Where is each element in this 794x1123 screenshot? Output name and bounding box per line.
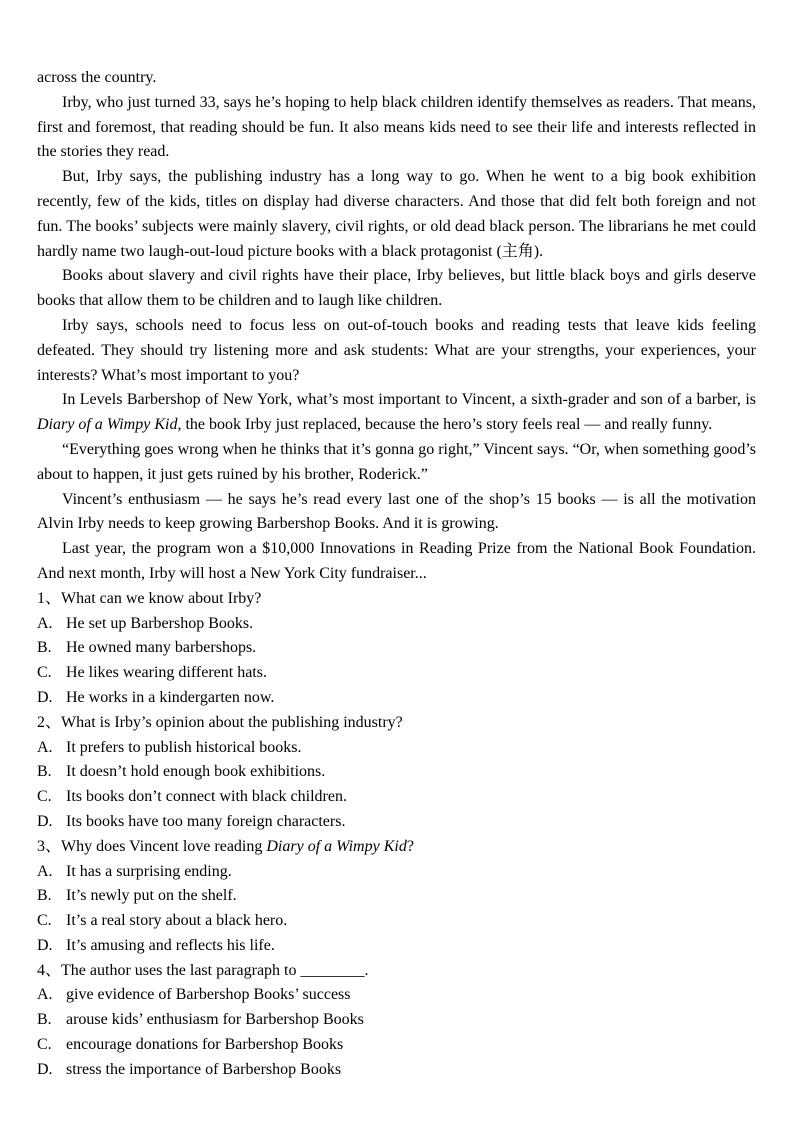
- questions: [37, 587, 756, 1083]
- book-title-italic: Diary of a Wimpy Kid: [37, 416, 178, 434]
- question-number: 4、: [37, 961, 62, 979]
- text-segment: Last year, the program won a $10,000 Innovations in Reading Prize from the National Book Foundation. And next month, Irby will host a New York City fundraiser...: [37, 540, 756, 582]
- passage-paragraph: [37, 66, 756, 91]
- passage-paragraph: [37, 165, 756, 264]
- answer-option: [37, 934, 756, 959]
- answer-option: [37, 983, 756, 1008]
- text-segment: But, Irby says, the publishing industry has a long way to go. When he went to a big book exhibition recently, few of the kids, titles on display had diverse characters. And those that did felt both foreign and not fun. The books’ subjects were mainly slavery, civil rights, or old dead black person. The librarians he met could hardly name two laugh-out-loud picture books with a black protagonist (主角).: [37, 168, 756, 260]
- text-segment: In Levels Barbershop of New York, what’s most important to Vincent, a sixth-grader and son of a barber, is: [62, 391, 756, 409]
- text-segment: Irby, who just turned 33, says he’s hoping to help black children identify themselves as readers. That means, first and foremost, that reading should be fun. It also means kids need to see their life and interests reflected in the stories they read.: [37, 93, 756, 161]
- answer-option: [37, 661, 756, 686]
- answer-option: [37, 860, 756, 885]
- option-letter: B.: [37, 639, 52, 657]
- question-number: 2、: [37, 713, 62, 731]
- option-letter: A.: [37, 862, 53, 880]
- question-block: [37, 711, 756, 835]
- option-letter: C.: [37, 664, 52, 682]
- question-stem: [37, 587, 756, 612]
- text-segment: Irby says, schools need to focus less on out-of-touch books and reading tests that leave kids feeling defeated. They should try listening more and ask students: What are your strengths, your experiences, your interests? What’s most important to you?: [37, 316, 756, 384]
- answer-option: [37, 760, 756, 785]
- option-text: He owned many barbershops.: [66, 639, 257, 657]
- option-letter: D.: [37, 1060, 53, 1078]
- option-text: encourage donations for Barbershop Books: [66, 1036, 344, 1054]
- passage-paragraph: [37, 438, 756, 488]
- text-segment: ?: [406, 837, 414, 855]
- option-text: It’s newly put on the shelf.: [66, 887, 237, 905]
- question-block: [37, 959, 756, 1083]
- answer-option: [37, 785, 756, 810]
- option-text: He set up Barbershop Books.: [66, 614, 254, 632]
- option-text: stress the importance of Barbershop Books: [66, 1060, 342, 1078]
- answer-option: [37, 1058, 756, 1083]
- text-segment: Vincent’s enthusiasm — he says he’s read every last one of the shop’s 15 books — is all the motivation Alvin Irby needs to keep growing Barbershop Books. And it is growing.: [37, 490, 756, 533]
- answer-option: [37, 636, 756, 661]
- option-text: He works in a kindergarten now.: [66, 688, 275, 706]
- option-letter: C.: [37, 912, 52, 930]
- question-block: [37, 835, 756, 959]
- option-text: It has a surprising ending.: [66, 862, 232, 880]
- passage-paragraph: [37, 488, 756, 538]
- option-text: give evidence of Barbershop Books’ success: [66, 986, 351, 1004]
- option-text: Its books don’t connect with black children.: [66, 788, 347, 806]
- answer-option: [37, 1008, 756, 1033]
- passage-paragraph: [37, 388, 756, 438]
- question-number: 1、: [37, 589, 62, 607]
- option-letter: A.: [37, 986, 53, 1004]
- option-letter: A.: [37, 738, 53, 756]
- passage-paragraph: [37, 91, 756, 165]
- question-stem: [37, 959, 756, 984]
- answer-option: [37, 1033, 756, 1058]
- question-stem: [37, 711, 756, 736]
- option-letter: C.: [37, 1036, 52, 1054]
- page-content: [37, 66, 756, 1083]
- option-letter: B.: [37, 1011, 52, 1029]
- question-stem: [37, 835, 756, 860]
- passage-paragraph: [37, 537, 756, 587]
- option-text: He likes wearing different hats.: [66, 664, 267, 682]
- answer-option: [37, 884, 756, 909]
- passage-paragraph: [37, 264, 756, 314]
- question-block: [37, 587, 756, 711]
- answer-option: [37, 810, 756, 835]
- text-segment: Books about slavery and civil rights have their place, Irby believes, but little black boys and girls deserve books that allow them to be children and to laugh like children.: [37, 267, 756, 310]
- passage-paragraph: [37, 314, 756, 388]
- text-segment: Why does Vincent love reading: [61, 837, 267, 855]
- option-letter: D.: [37, 688, 53, 706]
- text-segment: “Everything goes wrong when he thinks that it’s gonna go right,” Vincent says. “Or, when something good’s about to happen, it just gets ruined by his brother, Roderick.”: [37, 440, 756, 483]
- option-letter: B.: [37, 887, 52, 905]
- option-letter: C.: [37, 788, 52, 806]
- answer-option: [37, 909, 756, 934]
- option-letter: D.: [37, 812, 53, 830]
- option-text: arouse kids’ enthusiasm for Barbershop Books: [66, 1011, 364, 1029]
- text-segment: What is Irby’s opinion about the publishing industry?: [61, 713, 403, 731]
- option-text: It doesn’t hold enough book exhibitions.: [66, 763, 326, 781]
- answer-option: [37, 736, 756, 761]
- option-text: It’s amusing and reflects his life.: [66, 936, 275, 954]
- text-segment: , the book Irby just replaced, because the hero’s story feels real — and really funny.: [177, 416, 713, 434]
- option-text: It prefers to publish historical books.: [66, 738, 302, 756]
- text-segment: What can we know about Irby?: [61, 589, 262, 607]
- passage: [37, 66, 756, 587]
- option-letter: B.: [37, 763, 52, 781]
- text-segment: across the country.: [37, 69, 157, 86]
- option-text: It’s a real story about a black hero.: [66, 912, 288, 930]
- option-letter: A.: [37, 614, 53, 632]
- book-title-italic: Diary of a Wimpy Kid: [266, 837, 407, 855]
- text-segment: The author uses the last paragraph to ________.: [61, 961, 369, 979]
- answer-option: [37, 686, 756, 711]
- question-number: 3、: [37, 837, 62, 855]
- option-text: Its books have too many foreign characters.: [66, 812, 346, 830]
- option-letter: D.: [37, 936, 53, 954]
- answer-option: [37, 612, 756, 637]
